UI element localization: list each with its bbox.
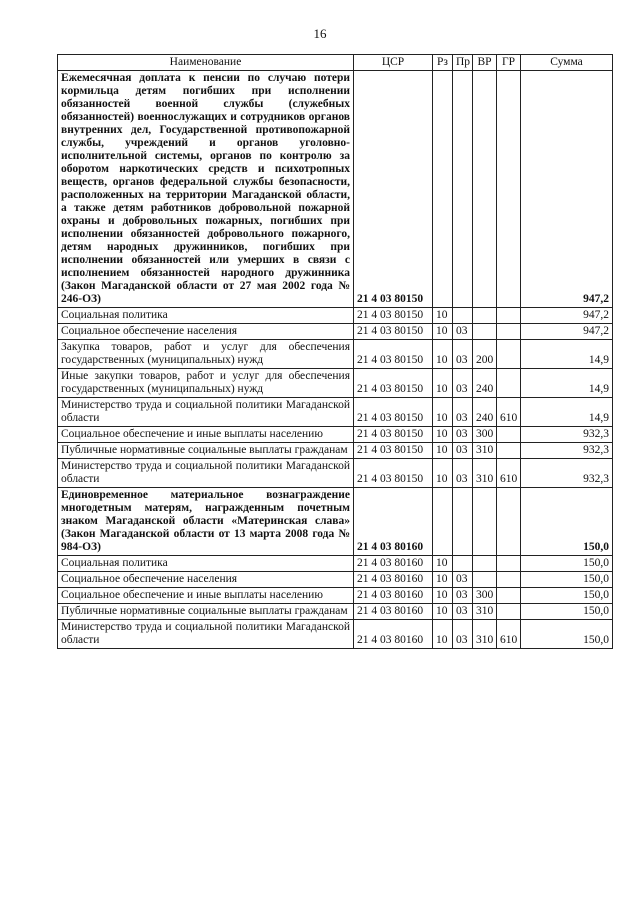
cell-name: Социальное обеспечение и иные выплаты населению	[58, 427, 354, 443]
cell-name: Единовременное материальное вознаграждение многодетным матерям, награжденным почетным знаком Магаданской области «Материнская слава» (Закон Магаданской области от 13 марта 2008 года № 984-ОЗ)	[58, 488, 354, 556]
cell-vr	[473, 572, 497, 588]
cell-rz: 10	[433, 443, 453, 459]
cell-gr	[497, 71, 521, 308]
cell-csr: 21 4 03 80160	[354, 556, 433, 572]
cell-pr	[453, 556, 473, 572]
cell-pr: 03	[453, 604, 473, 620]
cell-name: Министерство труда и социальной политики Магаданской области	[58, 398, 354, 427]
cell-vr	[473, 556, 497, 572]
cell-rz: 10	[433, 427, 453, 443]
cell-gr: 610	[497, 620, 521, 649]
cell-csr: 21 4 03 80160	[354, 588, 433, 604]
cell-csr: 21 4 03 80150	[354, 308, 433, 324]
cell-sum: 947,2	[521, 324, 613, 340]
cell-rz: 10	[433, 340, 453, 369]
cell-gr	[497, 340, 521, 369]
cell-sum: 932,3	[521, 427, 613, 443]
cell-csr: 21 4 03 80150	[354, 398, 433, 427]
cell-name: Социальное обеспечение и иные выплаты населению	[58, 588, 354, 604]
cell-csr: 21 4 03 80160	[354, 620, 433, 649]
cell-name: Социальная политика	[58, 308, 354, 324]
cell-pr: 03	[453, 572, 473, 588]
table-row	[58, 427, 613, 443]
table-row	[58, 620, 613, 649]
cell-sum: 150,0	[521, 588, 613, 604]
cell-vr	[473, 324, 497, 340]
cell-rz: 10	[433, 308, 453, 324]
cell-gr	[497, 572, 521, 588]
cell-pr: 03	[453, 324, 473, 340]
cell-sum: 150,0	[521, 572, 613, 588]
cell-vr: 300	[473, 588, 497, 604]
table-header-row	[58, 55, 613, 71]
header-rz: Рз	[433, 55, 453, 71]
cell-csr: 21 4 03 80150	[354, 443, 433, 459]
cell-name: Социальное обеспечение населения	[58, 324, 354, 340]
cell-rz: 10	[433, 556, 453, 572]
cell-pr	[453, 308, 473, 324]
cell-csr: 21 4 03 80160	[354, 572, 433, 588]
cell-vr: 310	[473, 620, 497, 649]
cell-gr	[497, 443, 521, 459]
table-row	[58, 459, 613, 488]
cell-sum: 14,9	[521, 398, 613, 427]
cell-sum: 14,9	[521, 340, 613, 369]
cell-pr: 03	[453, 427, 473, 443]
cell-pr	[453, 488, 473, 556]
cell-name: Ежемесячная доплата к пенсии по случаю потери кормильца детям погибших при исполнении обязанностей военной службы (служебных обязанностей) военнослужащих и сотрудников органов внутренних дел, Государственной противопожарной службы, учреждений и органов уголовно-исполнительной системы, органов по контролю за оборотом наркотических средств и психотропных веществ, органов федеральной службы безопасности, расположенных на территории Магаданской области, а также детям работников добровольной пожарной охраны и добровольных пожарных, погибших при исполнении обязанностей добровольного пожарного, детям народных дружинников, погибших при исполнении обязанностей или умерших в связи с исполнением обязанностей народного дружинника (Закон Магаданской области от 27 мая 2002 года № 246-ОЗ)	[58, 71, 354, 308]
cell-rz: 10	[433, 620, 453, 649]
cell-rz	[433, 71, 453, 308]
table-row	[58, 488, 613, 556]
cell-sum: 150,0	[521, 604, 613, 620]
cell-vr: 310	[473, 604, 497, 620]
cell-name: Министерство труда и социальной политики Магаданской области	[58, 459, 354, 488]
cell-sum: 14,9	[521, 369, 613, 398]
cell-gr	[497, 308, 521, 324]
cell-csr: 21 4 03 80150	[354, 427, 433, 443]
table-row	[58, 398, 613, 427]
cell-gr: 610	[497, 459, 521, 488]
cell-rz	[433, 488, 453, 556]
cell-pr: 03	[453, 459, 473, 488]
cell-csr: 21 4 03 80150	[354, 71, 433, 308]
cell-gr	[497, 588, 521, 604]
page-number: 16	[313, 26, 327, 41]
table-row	[58, 588, 613, 604]
cell-vr: 310	[473, 443, 497, 459]
cell-name: Министерство труда и социальной политики Магаданской области	[58, 620, 354, 649]
cell-gr: 610	[497, 398, 521, 427]
table-row	[58, 556, 613, 572]
cell-csr: 21 4 03 80160	[354, 604, 433, 620]
cell-vr: 200	[473, 340, 497, 369]
cell-name: Социальная политика	[58, 556, 354, 572]
table-row	[58, 340, 613, 369]
cell-pr: 03	[453, 443, 473, 459]
cell-csr: 21 4 03 80150	[354, 369, 433, 398]
cell-rz: 10	[433, 459, 453, 488]
cell-name: Публичные нормативные социальные выплаты гражданам	[58, 604, 354, 620]
cell-sum: 947,2	[521, 71, 613, 308]
cell-sum: 150,0	[521, 620, 613, 649]
cell-csr: 21 4 03 80150	[354, 340, 433, 369]
cell-vr	[473, 308, 497, 324]
cell-sum: 947,2	[521, 308, 613, 324]
cell-name: Публичные нормативные социальные выплаты гражданам	[58, 443, 354, 459]
header-sum: Сумма	[521, 55, 613, 71]
cell-sum: 932,3	[521, 459, 613, 488]
cell-pr: 03	[453, 340, 473, 369]
cell-rz: 10	[433, 398, 453, 427]
cell-rz: 10	[433, 604, 453, 620]
cell-vr: 310	[473, 459, 497, 488]
cell-pr: 03	[453, 588, 473, 604]
cell-vr	[473, 71, 497, 308]
cell-gr	[497, 427, 521, 443]
cell-pr: 03	[453, 398, 473, 427]
cell-vr: 300	[473, 427, 497, 443]
cell-pr	[453, 71, 473, 308]
cell-rz: 10	[433, 572, 453, 588]
cell-gr	[497, 488, 521, 556]
header-vr: ВР	[473, 55, 497, 71]
cell-vr: 240	[473, 398, 497, 427]
budget-table	[57, 54, 613, 649]
table-row	[58, 572, 613, 588]
cell-pr: 03	[453, 369, 473, 398]
cell-gr	[497, 369, 521, 398]
header-csr: ЦСР	[354, 55, 433, 71]
cell-gr	[497, 324, 521, 340]
cell-csr: 21 4 03 80160	[354, 488, 433, 556]
cell-name: Закупка товаров, работ и услуг для обеспечения государственных (муниципальных) нужд	[58, 340, 354, 369]
table-row	[58, 369, 613, 398]
table-row	[58, 324, 613, 340]
table-row	[58, 71, 613, 308]
cell-gr	[497, 604, 521, 620]
cell-name: Иные закупки товаров, работ и услуг для обеспечения государственных (муниципальных) нужд	[58, 369, 354, 398]
cell-vr	[473, 488, 497, 556]
header-pr: Пр	[453, 55, 473, 71]
cell-sum: 932,3	[521, 443, 613, 459]
header-gr: ГР	[497, 55, 521, 71]
cell-vr: 240	[473, 369, 497, 398]
cell-sum: 150,0	[521, 556, 613, 572]
cell-csr: 21 4 03 80150	[354, 324, 433, 340]
cell-sum: 150,0	[521, 488, 613, 556]
table-body	[58, 71, 613, 649]
table-row	[58, 308, 613, 324]
cell-rz: 10	[433, 324, 453, 340]
header-name: Наименование	[58, 55, 354, 71]
cell-name: Социальное обеспечение населения	[58, 572, 354, 588]
table-row	[58, 443, 613, 459]
cell-csr: 21 4 03 80150	[354, 459, 433, 488]
cell-gr	[497, 556, 521, 572]
table-row	[58, 604, 613, 620]
cell-pr: 03	[453, 620, 473, 649]
cell-rz: 10	[433, 588, 453, 604]
cell-rz: 10	[433, 369, 453, 398]
